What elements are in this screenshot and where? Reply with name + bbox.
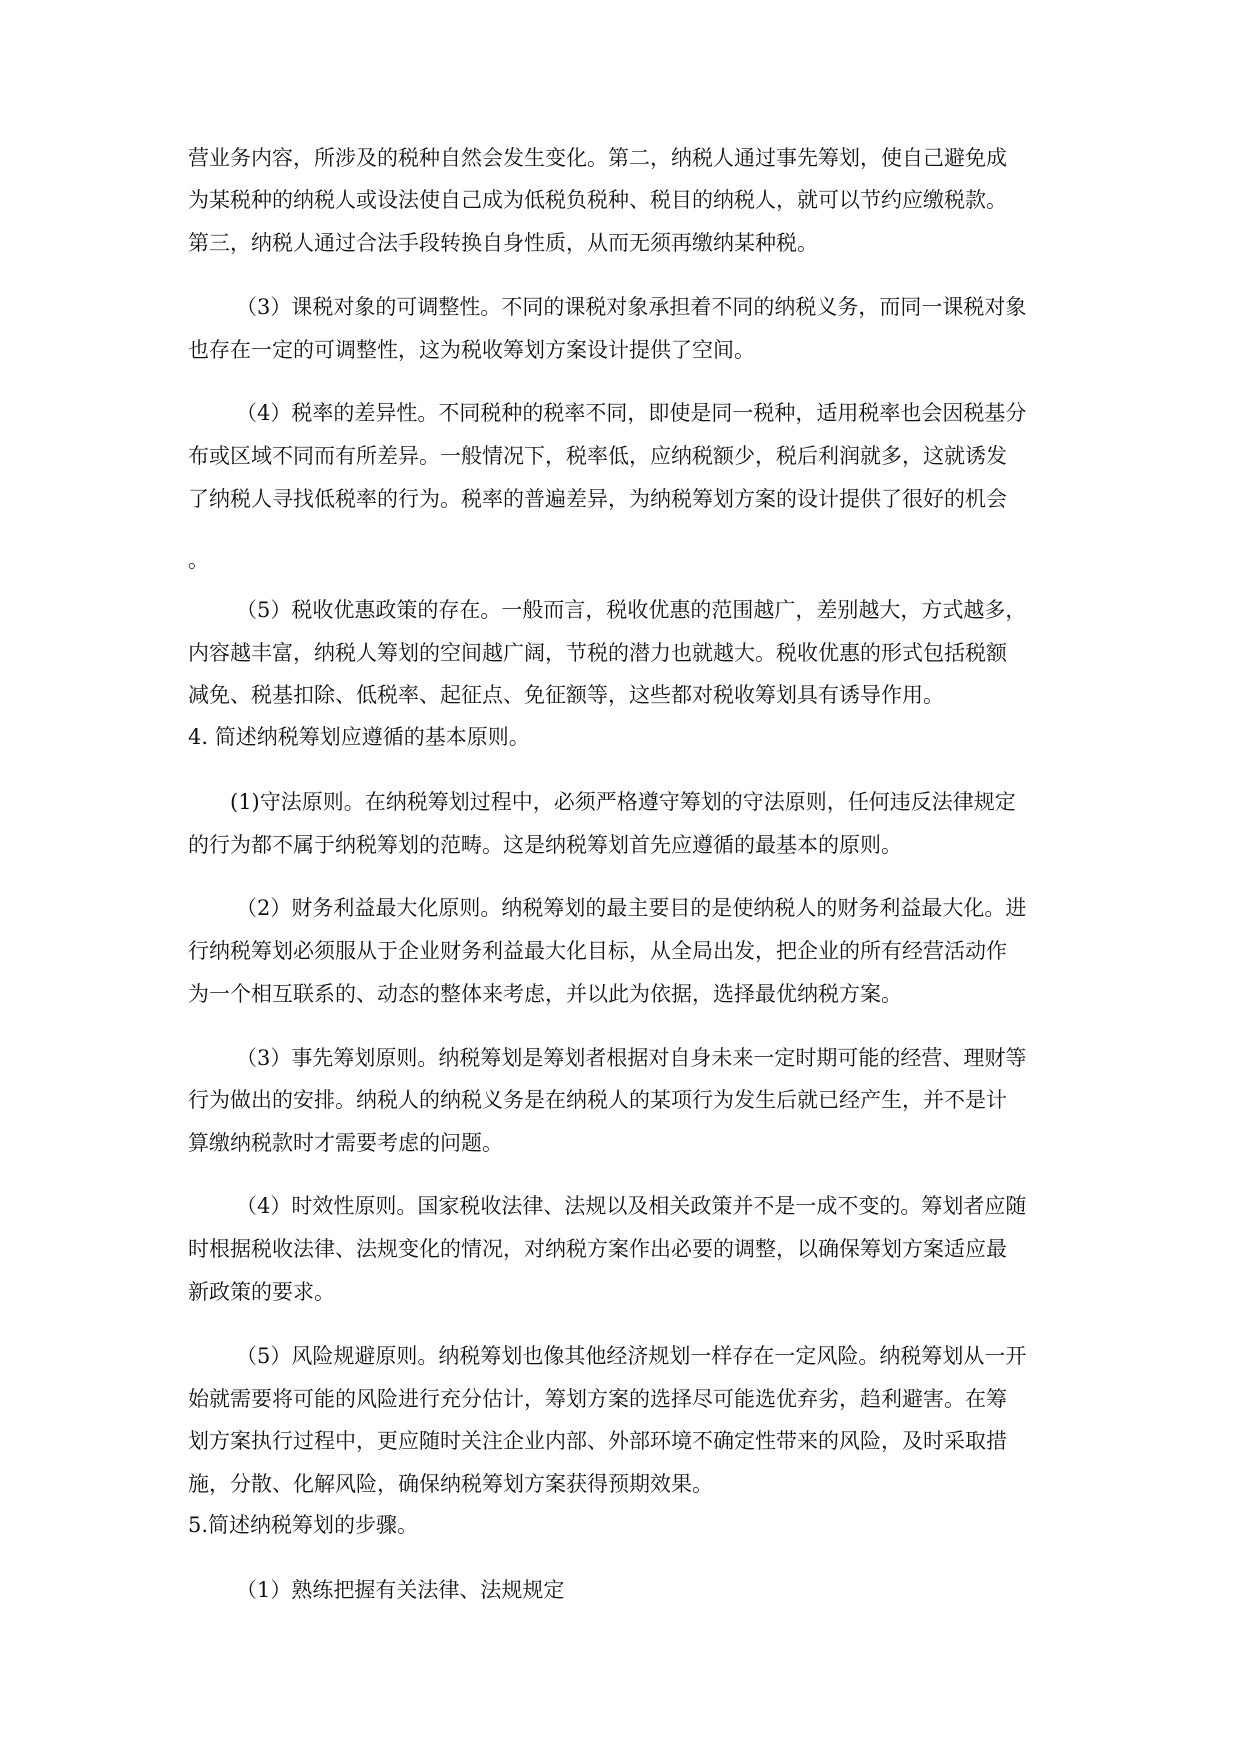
text-line: 划方案执行过程中，更应随时关注企业内部、外部环境不确定性带来的风险，及时采取措 <box>188 1429 1007 1453</box>
text-line: 行纳税筹划必须服从于企业财务利益最大化目标，从全局出发，把企业的所有经营活动作 <box>188 939 1007 963</box>
text-line: 内容越丰富，纳税人筹划的空间越广阔，节税的潜力也就越大。税收优惠的形式包括税额 <box>188 641 1007 665</box>
text-line: （4）时效性原则。国家税收法律、法规以及相关政策并不是一成不变的。筹划者应随 <box>236 1194 1027 1218</box>
text-line: 也存在一定的可调整性，这为税收筹划方案设计提供了空间。 <box>188 338 755 362</box>
text-line: 算缴纳税款时才需要考虑的问题。 <box>188 1131 503 1155</box>
text-line: （5）风险规避原则。纳税筹划也像其他经济规划一样存在一定风险。纳税筹划从一开 <box>236 1344 1027 1368</box>
text-line: 施，分散、化解风险，确保纳税筹划方案获得预期效果。 <box>188 1472 713 1496</box>
text-line: 始就需要将可能的风险进行充分估计，筹划方案的选择尽可能选优弃劣，趋利避害。在筹 <box>188 1387 1007 1411</box>
text-line: （2）财务利益最大化原则。纳税筹划的最主要目的是使纳税人的财务利益最大化。进 <box>236 896 1027 920</box>
text-line: 营业务内容，所涉及的税种自然会发生变化。第二，纳税人通过事先筹划，使自己避免成 <box>188 146 1007 170</box>
text-line: (1)守法原则。在纳税筹划过程中，必须严格遵守筹划的守法原则，任何违反法律规定 <box>230 790 1016 814</box>
text-line: 了纳税人寻找低税率的行为。税率的普遍差异，为纳税筹划方案的设计提供了很好的机会 <box>188 487 1007 511</box>
text-line: 行为做出的安排。纳税人的纳税义务是在纳税人的某项行为发生后就已经产生，并不是计 <box>188 1088 1007 1112</box>
text-line: （1）熟练把握有关法律、法规规定 <box>236 1578 565 1602</box>
text-line: 的行为都不属于纳税筹划的范畴。这是纳税筹划首先应遵循的最基本的原则。 <box>188 833 902 857</box>
section-heading: 5.简述纳税筹划的步骤。 <box>188 1513 419 1537</box>
text-line: （5）税收优惠政策的存在。一般而言，税收优惠的范围越广，差别越大，方式越多， <box>236 598 1027 622</box>
text-line: 第三，纳税人通过合法手段转换自身性质，从而无须再缴纳某种税。 <box>188 231 818 255</box>
text-line: 时根据税收法律、法规变化的情况，对纳税方案作出必要的调整，以确保筹划方案适应最 <box>188 1237 1007 1261</box>
section-heading: 4. 简述纳税筹划应遵循的基本原则。 <box>188 725 530 749</box>
text-line: 新政策的要求。 <box>188 1280 335 1304</box>
text-line: （3）事先筹划原则。纳税筹划是筹划者根据对自身未来一定时期可能的经营、理财等 <box>236 1046 1027 1070</box>
text-line: 为某税种的纳税人或设法使自己成为低税负税种、税目的纳税人，就可以节约应缴税款。 <box>188 188 1007 212</box>
text-line: 减免、税基扣除、低税率、起征点、免征额等，这些都对税收筹划具有诱导作用。 <box>188 683 944 707</box>
text-line: （3）课税对象的可调整性。不同的课税对象承担着不同的纳税义务，而同一课税对象 <box>236 295 1027 319</box>
text-line: 为一个相互联系的、动态的整体来考虑，并以此为依据，选择最优纳税方案。 <box>188 982 902 1006</box>
text-line: （4）税率的差异性。不同税种的税率不同，即使是同一税种，适用税率也会因税基分 <box>236 401 1027 425</box>
text-line: 。 <box>188 548 209 572</box>
text-line: 布或区域不同而有所差异。一般情况下，税率低，应纳税额少，税后利润就多，这就诱发 <box>188 444 1007 468</box>
